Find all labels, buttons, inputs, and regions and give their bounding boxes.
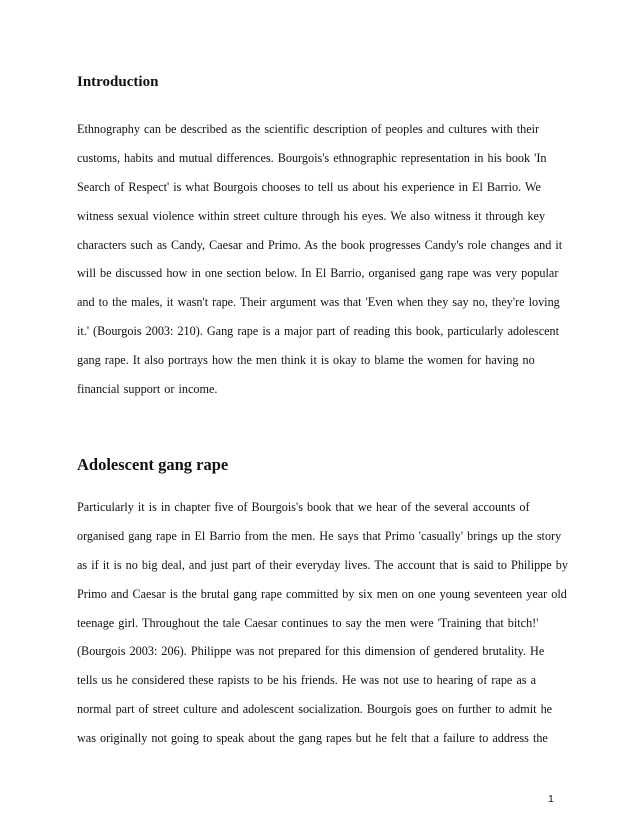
adolescent-gang-rape-heading: Adolescent gang rape [77, 455, 229, 474]
paragraph-line: Ethnography can be described as the scientific description of peoples and cultures with their [77, 122, 540, 136]
paragraph-line: (Bourgois 2003: 206). Philippe was not prepared for this dimension of gendered brutality. He [77, 644, 545, 659]
paragraph-line: tells us he considered these rapists to be his friends. He was not use to hearing of rape as a [77, 673, 536, 688]
paragraph-line: characters such as Candy, Caesar and Primo. As the book progresses Candy's role changes and it [77, 237, 563, 252]
paragraph-line: was originally not going to speak about the gang rapes but he felt that a failure to address the [77, 731, 548, 746]
introduction-heading: Introduction [77, 74, 159, 90]
paragraph-line: Particularly it is in chapter five of Bourgois's book that we hear of the several accounts of [77, 500, 530, 514]
paragraph-line: organised gang rape in El Barrio from the men. He says that Primo 'casually' brings up the story [77, 528, 562, 543]
paragraph-line: and to the males, it wasn't rape. Their argument was that 'Even when they say no, they're loving [77, 295, 560, 310]
paragraph-line: it.' (Bourgois 2003: 210). Gang rape is a major part of reading this book, particularly adolescent [77, 324, 560, 339]
paragraph-line: as if it is no big deal, and just part of their everyday lives. The account that is said to Philippe by [77, 557, 568, 572]
paragraph-line: normal part of street culture and adolescent socialization. Bourgois goes on further to admit he [77, 702, 553, 717]
paragraph-line: customs, habits and mutual differences. Bourgois's ethnographic representation in his book 'In [77, 150, 547, 165]
paragraph-line: Search of Respect' is what Bourgois chooses to tell us about his experience in El Barrio. We [77, 179, 541, 194]
paragraph-line: will be discussed how in one section below. In El Barrio, organised gang rape was very popular [77, 266, 559, 281]
paragraph-line: teenage girl. Throughout the tale Caesar continues to say the men were 'Training that bitch!' [77, 615, 539, 630]
page-number: 1 [548, 793, 554, 805]
paragraph-line: financial support or income. [77, 382, 218, 397]
introduction-paragraph [77, 115, 567, 404]
adolescent-paragraph [77, 493, 567, 753]
paragraph-line: witness sexual violence within street culture through his eyes. We also witness it through key [77, 208, 546, 223]
paragraph-line: gang rape. It also portrays how the men think it is okay to blame the women for having no [77, 353, 535, 368]
paragraph-line: Primo and Caesar is the brutal gang rape committed by six men on one young seventeen year old [77, 586, 567, 601]
